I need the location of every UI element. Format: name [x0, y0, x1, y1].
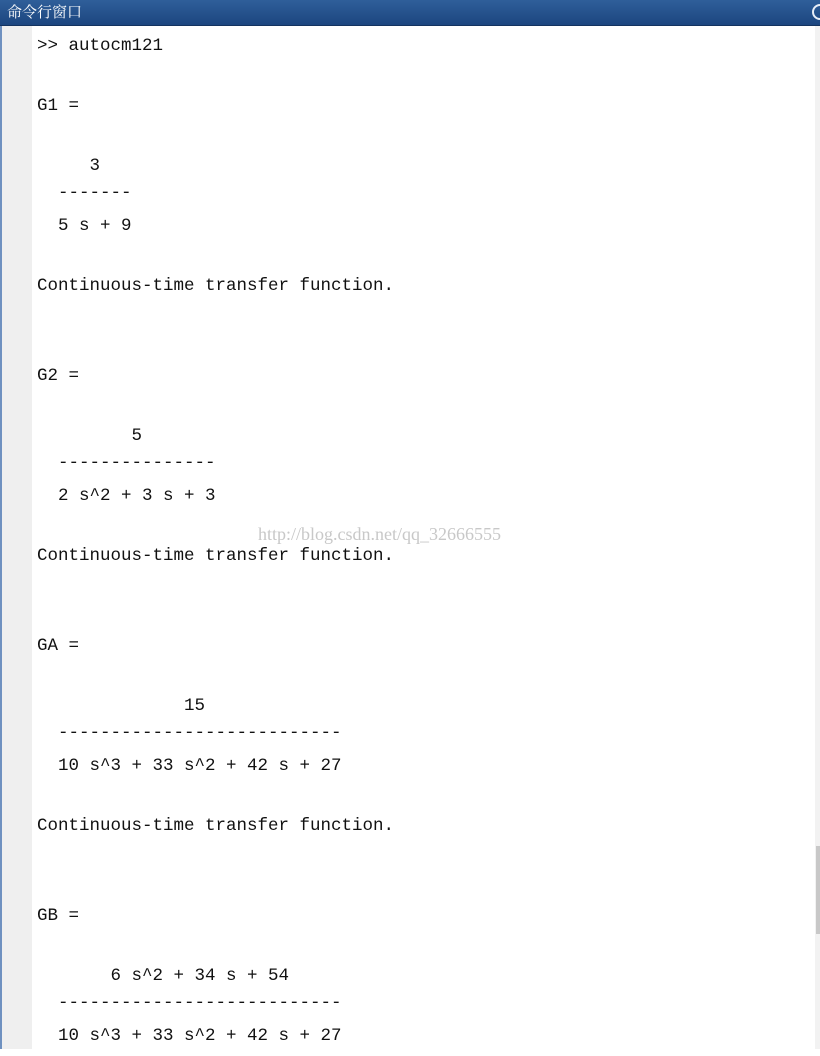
- help-icon[interactable]: [812, 4, 820, 20]
- numerator-line: 3: [37, 156, 101, 176]
- command-window-titlebar: [0, 0, 820, 26]
- watermark-text: http://blog.csdn.net/qq_32666555: [258, 524, 501, 544]
- output-line: GA =: [37, 636, 80, 656]
- console-gutter: [0, 26, 32, 1049]
- denominator-line: 10 s^3 + 33 s^2 + 42 s + 27: [37, 756, 342, 776]
- output-line: Continuous-time transfer function.: [37, 816, 395, 836]
- denominator-line: 10 s^3 + 33 s^2 + 42 s + 27: [37, 1026, 342, 1046]
- denominator-line: 2 s^2 + 3 s + 3: [37, 486, 216, 506]
- window-title: 命令行窗口: [7, 3, 83, 21]
- numerator-line: 6 s^2 + 34 s + 54: [37, 966, 290, 986]
- fraction-bar-line: -------: [37, 183, 132, 203]
- output-line: GB =: [37, 906, 80, 926]
- scrollbar-thumb[interactable]: [816, 846, 820, 934]
- denominator-line: 5 s + 9: [37, 216, 132, 236]
- output-line: G2 =: [37, 366, 80, 386]
- numerator-line: 15: [37, 696, 206, 716]
- numerator-line: 5: [37, 426, 143, 446]
- fraction-bar-line: ---------------------------: [37, 993, 342, 1013]
- fraction-bar-line: ---------------------------: [37, 723, 342, 743]
- output-line: Continuous-time transfer function.: [37, 276, 395, 296]
- fraction-bar-line: ---------------: [37, 453, 216, 473]
- output-line: G1 =: [37, 96, 80, 116]
- output-line: Continuous-time transfer function.: [37, 546, 395, 566]
- vertical-scrollbar[interactable]: [815, 26, 820, 1049]
- prompt-line: >> autocm121: [37, 36, 164, 56]
